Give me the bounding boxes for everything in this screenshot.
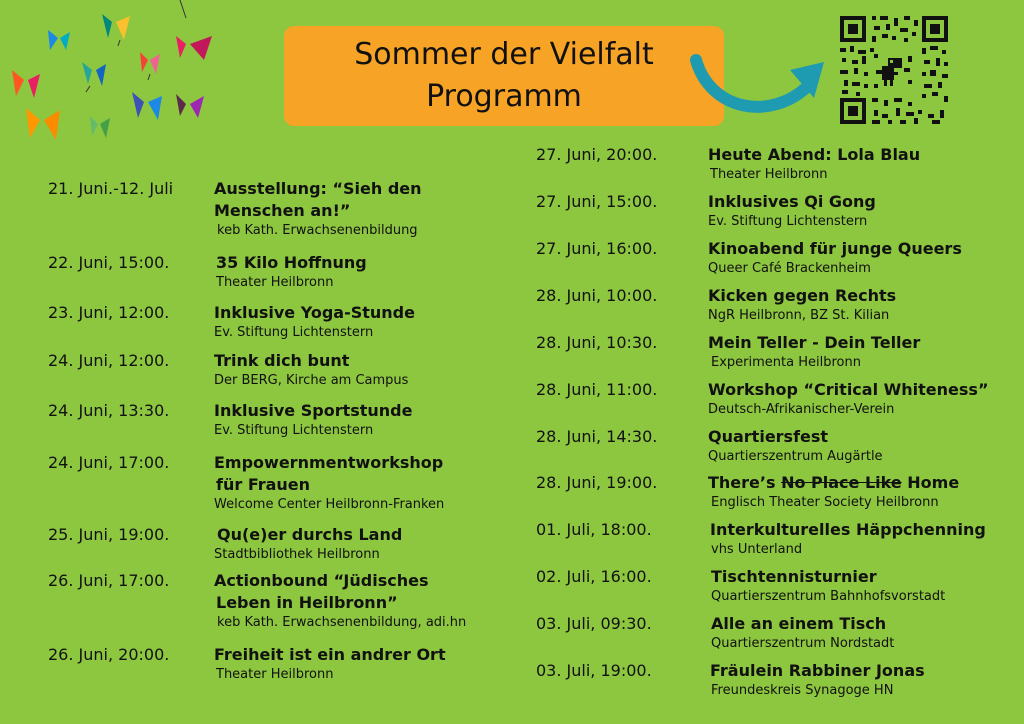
event-venue: Der BERG, Kirche am Campus (214, 373, 409, 388)
qr-code[interactable] (838, 14, 950, 126)
event-venue: Experimenta Heilbronn (711, 355, 861, 370)
event-date: 24. Juni, 13:30. (48, 401, 170, 420)
event-venue: Queer Café Brackenheim (708, 261, 871, 276)
event-date: 28. Juni, 11:00. (536, 380, 658, 399)
event-date: 24. Juni, 17:00. (48, 453, 170, 472)
event-venue: keb Kath. Erwachsenenbildung, adi.hn (217, 615, 467, 630)
event-date: 28. Juni, 10:00. (536, 286, 658, 305)
event-title: Leben in Heilbronn” (216, 593, 398, 612)
event-title: Inklusives Qi Gong (708, 192, 876, 211)
event-venue: Freundeskreis Synagoge HN (711, 683, 894, 698)
event-venue: Theater Heilbronn (216, 667, 334, 682)
event-venue: NgR Heilbronn, BZ St. Kilian (708, 308, 890, 323)
event-date: 24. Juni, 12:00. (48, 351, 170, 370)
event-venue: keb Kath. Erwachsenenbildung (217, 223, 418, 238)
event-title: Ausstellung: “Sieh den (214, 179, 422, 198)
butterfly-icon (102, 14, 130, 40)
event-venue: Quartierszentrum Bahnhofsvorstadt (711, 589, 946, 604)
event-date: 22. Juni, 15:00. (48, 253, 170, 272)
event-date: 27. Juni, 20:00. (536, 145, 658, 164)
event-date: 23. Juni, 12:00. (48, 303, 170, 322)
event-title-part: There’s (708, 473, 782, 492)
event-venue: Deutsch-Afrikanischer-Verein (708, 402, 895, 417)
butterfly-icon (48, 30, 70, 50)
event-date: 25. Juni, 19:00. (48, 525, 170, 544)
butterfly-icon (82, 62, 106, 86)
butterflies-decoration (0, 0, 230, 150)
event-venue: Quartierszentrum Nordstadt (711, 636, 895, 651)
event-date: 26. Juni, 20:00. (48, 645, 170, 664)
event-date: 28. Juni, 19:00. (536, 473, 658, 492)
event-date: 21. Juni.-12. Juli (48, 179, 174, 198)
page-subtitle: Programm (426, 79, 582, 114)
event-title: Interkulturelles Häppchenning (710, 520, 986, 539)
event-title-part: Home (901, 473, 960, 492)
event-title: Kicken gegen Rechts (708, 286, 897, 305)
event-date: 28. Juni, 14:30. (536, 427, 658, 446)
event-title (708, 472, 1008, 494)
event-venue: Ev. Stiftung Lichtenstern (214, 423, 374, 438)
event-title: Inklusive Yoga-Stunde (214, 303, 415, 322)
page-title: Sommer der Vielfalt (354, 37, 654, 72)
event-venue: Quartierszentrum Augärtle (708, 449, 883, 464)
event-title-strikethrough: No Place Like (781, 473, 902, 492)
event-title: Mein Teller - Dein Teller (708, 333, 921, 352)
event-date: 26. Juni, 17:00. (48, 571, 170, 590)
butterfly-icon (140, 52, 160, 74)
event-date: 28. Juni, 10:30. (536, 333, 658, 352)
event-venue: Ev. Stiftung Lichtenstern (708, 214, 868, 229)
event-venue: Ev. Stiftung Lichtenstern (214, 325, 374, 340)
event-title: Trink dich bunt (214, 351, 350, 370)
event-venue: Englisch Theater Society Heilbronn (711, 495, 939, 510)
event-title: Menschen an!” (214, 201, 351, 220)
event-venue: Theater Heilbronn (710, 167, 828, 182)
event-date: 03. Juli, 09:30. (536, 614, 652, 633)
butterfly-icon (12, 70, 40, 98)
event-title: Qu(e)er durchs Land (217, 525, 403, 544)
curved-arrow-icon (690, 50, 830, 130)
event-venue: Welcome Center Heilbronn-Franken (214, 497, 445, 512)
event-date: 03. Juli, 19:00. (536, 661, 652, 680)
event-date: 02. Juli, 16:00. (536, 567, 652, 586)
event-title: Actionbound “Jüdisches (214, 571, 429, 590)
event-venue: vhs Unterland (711, 542, 803, 557)
event-title: Quartiersfest (708, 427, 829, 446)
event-title: Heute Abend: Lola Blau (708, 145, 921, 164)
event-title: Alle an einem Tisch (711, 614, 887, 633)
butterfly-icon (26, 108, 60, 140)
event-title: für Frauen (216, 475, 311, 494)
event-title: Tischtennisturnier (711, 567, 877, 586)
event-title: Fräulein Rabbiner Jonas (710, 661, 925, 680)
event-venue: Theater Heilbronn (216, 275, 334, 290)
butterfly-icon (132, 92, 162, 120)
title-banner (284, 26, 724, 126)
event-title: Inklusive Sportstunde (214, 401, 413, 420)
event-title: Freiheit ist ein andrer Ort (214, 645, 446, 664)
event-title: 35 Kilo Hoffnung (216, 253, 367, 272)
butterfly-icon (90, 116, 110, 138)
event-venue: Stadtbibliothek Heilbronn (214, 547, 380, 562)
event-title: Workshop “Critical Whiteness” (708, 380, 989, 399)
butterfly-icon (176, 36, 212, 60)
event-title: Empowernmentworkshop (214, 453, 444, 472)
event-date: 27. Juni, 16:00. (536, 239, 658, 258)
event-date: 27. Juni, 15:00. (536, 192, 658, 211)
event-title: Kinoabend für junge Queers (708, 239, 962, 258)
butterfly-icon (176, 94, 204, 118)
event-date: 01. Juli, 18:00. (536, 520, 652, 539)
